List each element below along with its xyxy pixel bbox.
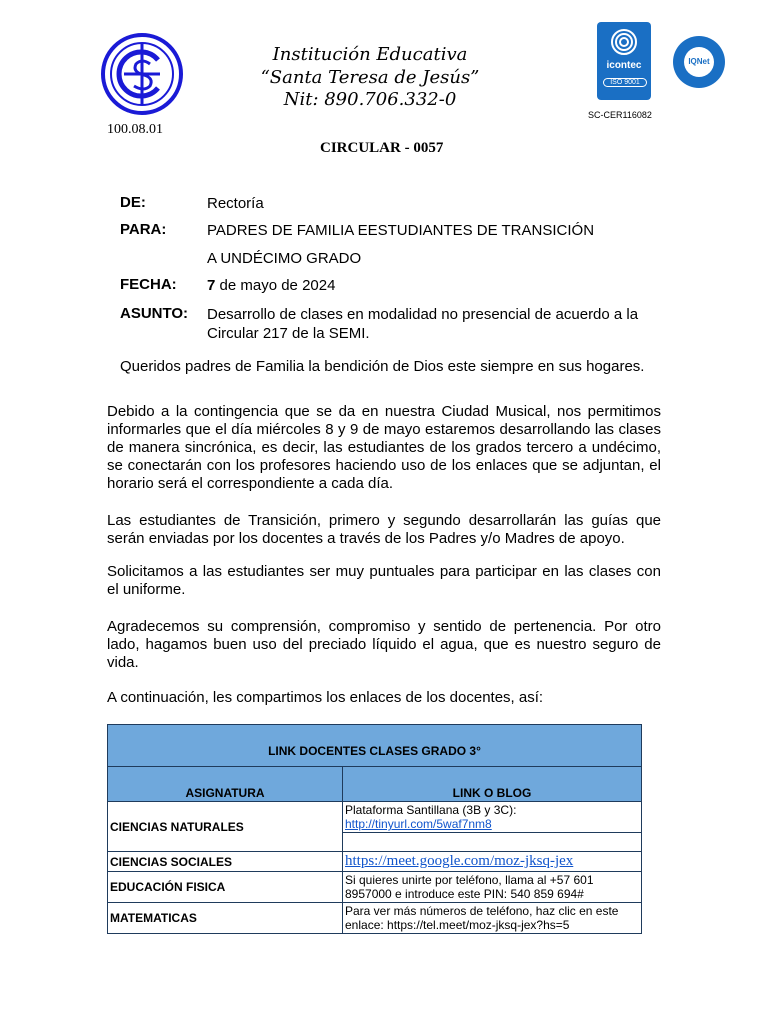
table-row [108,852,642,872]
icontec-logo [597,22,651,100]
meet-link[interactable]: https://meet.google.com/moz-jksq-jex [345,853,574,869]
institution-name: Institución Educativa [272,44,468,65]
table-row [108,903,642,934]
table-row [108,872,642,903]
subject-value: Desarrollo de clases en modalidad no presencial de acuerdo a la Circular 217 de la SEMI. [207,306,639,342]
paragraph-4: Agradecemos su comprensión, compromiso y sentido de pertenencia. Por otro lado, hagamos buen uso del preciado líquido el agua, que es nuestro seguro de vida. [107,618,661,671]
paragraph-3: Solicitamos a las estudiantes ser muy puntuales para participar en las clases con el uniforme. [107,563,661,598]
to-value-line2: A UNDÉCIMO GRADO [207,250,362,267]
link-cell-natural-sciences [343,802,642,833]
table-row [108,802,642,833]
subject-natural-sciences: CIENCIAS NATURALES [108,802,343,852]
paragraph-2: Las estudiantes de Transición, primero y segundo desarrollarán las guías que serán enviadas por los docentes a través de los Padres y/o Madres de apoyo. [107,512,661,547]
to-value-line1: PADRES DE FAMILIA EESTUDIANTES DE TRANSICIÓN [207,222,595,239]
subject-physical-education: EDUCACIÓN FISICA [108,872,343,903]
subject-math: MATEMATICAS [108,903,343,934]
date-value [207,276,647,295]
santillana-text: Plataforma Santillana (3B y 3C): [345,803,517,817]
teacher-links-table [107,724,642,934]
iqnet-label: IQNet [688,57,710,66]
from-value: Rectoría [207,195,264,212]
fingerprint-icon [610,28,638,56]
paragraph-1: Debido a la contingencia que se da en nuestra Ciudad Musical, nos permitimos informarles que el día miércoles 8 y 9 de mayo estaremos desarrollando las clases de manera sincrónica, es decir, las estudiantes de los grados tercero a undécimo, se conectarán con los profesores haciendo uso de los enlaces que se adjuntan, el horario será el correspondiente a cada día. [107,403,661,492]
greeting: Queridos padres de Familia la bendición de Dios este siempre en sus hogares. [120,358,645,375]
phone-join-text: Si quieres unirte por teléfono, llama al +57 601 8957000 e introduce este PIN: 540 859 694# [343,872,642,903]
circular-number: CIRCULAR - 0057 [320,140,444,156]
santillana-link[interactable]: http://tinyurl.com/5waf7nm8 [345,817,492,831]
school-logo [100,32,184,116]
subject-social-sciences: CIENCIAS SOCIALES [108,852,343,872]
link-cell-social-sciences [343,852,642,872]
institution-name-line2: “Santa Teresa de Jesús” [260,67,480,88]
table-title: LINK DOCENTES CLASES GRADO 3° [108,725,642,767]
icontec-brand: icontec [606,60,642,71]
date-rest: de mayo de 2024 [215,277,336,294]
institution-nit: Nit: 890.706.332-0 [283,89,457,110]
more-numbers-text: Para ver más números de teléfono, haz clic en este enlace: https://tel.meet/moz-jksq-jex?hs=5 [343,903,642,934]
to-label: PARA: [120,221,167,238]
paragraph-5: A continuación, les compartimos los enlaces de los docentes, así: [107,689,544,706]
date-label: FECHA: [120,276,177,293]
iso-label: ISO 9001 [603,78,647,87]
document-code: 100.08.01 [107,122,163,137]
subject-label: ASUNTO: [120,305,189,322]
column-header-subject: ASIGNATURA [108,767,343,802]
column-header-link: LINK O BLOG [343,767,642,802]
date-day: 7 [207,277,216,294]
certificate-code: SC-CER116082 [588,110,652,120]
empty-cell [343,833,642,852]
from-label: DE: [120,194,146,211]
